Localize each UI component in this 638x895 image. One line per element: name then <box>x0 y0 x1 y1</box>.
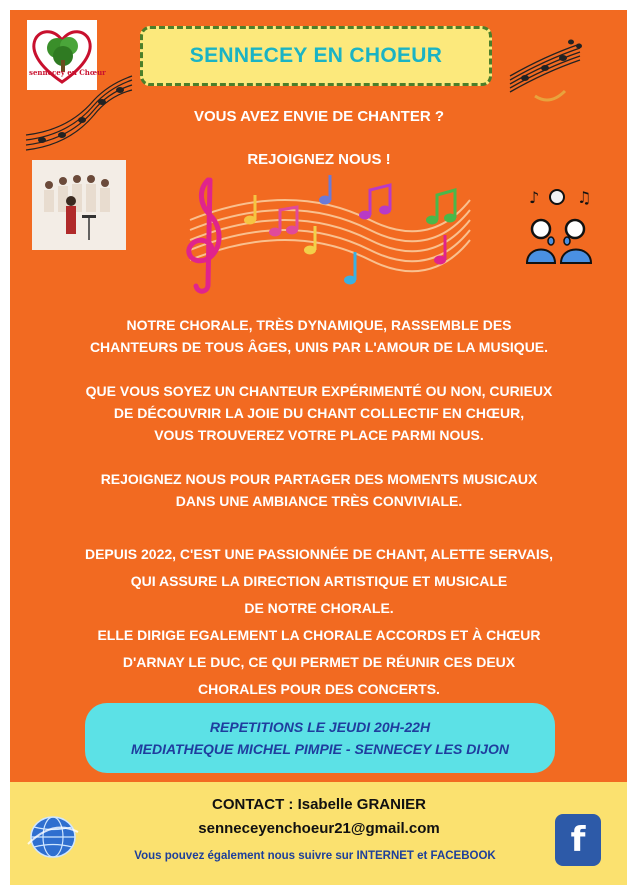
text-line: CHORALES POUR DES CONCERTS. <box>198 681 440 697</box>
rehearsal-box <box>85 703 555 773</box>
text-line: DANS UNE AMBIANCE TRÈS CONVIVIALE. <box>175 493 463 509</box>
text-line: CHANTEURS DE TOUS ÂGES, UNIS PAR L'AMOUR DE LA MUSIQUE. <box>89 339 549 355</box>
contact-title: CONTACT : Isabelle GRANIER <box>212 796 426 813</box>
text-line: DE DÉCOUVRIR LA JOIE DU CHANT COLLECTIF EN CHŒUR, <box>113 405 525 421</box>
paragraph-invitation <box>20 380 618 446</box>
paragraph-direction <box>20 541 618 703</box>
facebook-icon[interactable] <box>555 814 601 866</box>
rehearsal-location: MEDIATHEQUE MICHEL PIMPIE - SENNECEY LES DIJON <box>130 741 510 757</box>
text-line: NOTRE CHORALE, TRÈS DYNAMIQUE, RASSEMBLE DES <box>126 317 512 333</box>
music-notes-wave-icon <box>170 160 480 300</box>
text-line: QUI ASSURE LA DIRECTION ARTISTIQUE ET MUSICALE <box>130 573 508 589</box>
text-line: REJOIGNEZ NOUS POUR PARTAGER DES MOMENTS MUSICAUX <box>100 471 538 487</box>
text-line: DE NOTRE CHORALE. <box>244 600 394 616</box>
text-line: ELLE DIRIGE EGALEMENT LA CHORALE ACCORDS ET À CHŒUR <box>97 627 541 643</box>
text-line: D'ARNAY LE DUC, CE QUI PERMET DE RÉUNIR CES DEUX <box>122 654 516 670</box>
svg-text:♪: ♪ <box>529 188 540 207</box>
paragraph-chorale <box>20 314 618 358</box>
text-line: DEPUIS 2022, C'EST UNE PASSIONNÉE DE CHANT, ALETTE SERVAIS, <box>84 546 554 562</box>
headline-question: VOUS AVEZ ENVIE DE CHANTER ? <box>193 108 445 125</box>
choir-photo <box>32 160 126 250</box>
contact-email-link[interactable]: senneceyenchoeur21@gmail.com <box>198 820 440 837</box>
globe-icon[interactable] <box>28 814 78 860</box>
page-title: SENNECEY EN CHOEUR <box>189 44 443 67</box>
title-box <box>140 26 492 86</box>
paragraph-join <box>20 468 618 512</box>
facebook-letter: f <box>570 820 586 860</box>
text-line: VOUS TROUVEREZ VOTRE PLACE PARMI NOUS. <box>154 427 484 443</box>
follow-text: Vous pouvez également nous suivre sur INTERNET et FACEBOOK <box>134 850 496 862</box>
singers-icon <box>525 185 595 265</box>
headline-join: REJOIGNEZ NOUS ! <box>247 151 391 168</box>
music-staff-icon <box>505 36 585 106</box>
logo-text: sennecey en Chœur <box>29 68 106 77</box>
rehearsal-time: REPETITIONS LE JEUDI 20H-22H <box>209 719 431 735</box>
svg-text:♫: ♫ <box>577 188 592 207</box>
text-line: QUE VOUS SOYEZ UN CHANTEUR EXPÉRIMENTÉ OU NON, CURIEUX <box>85 383 553 399</box>
